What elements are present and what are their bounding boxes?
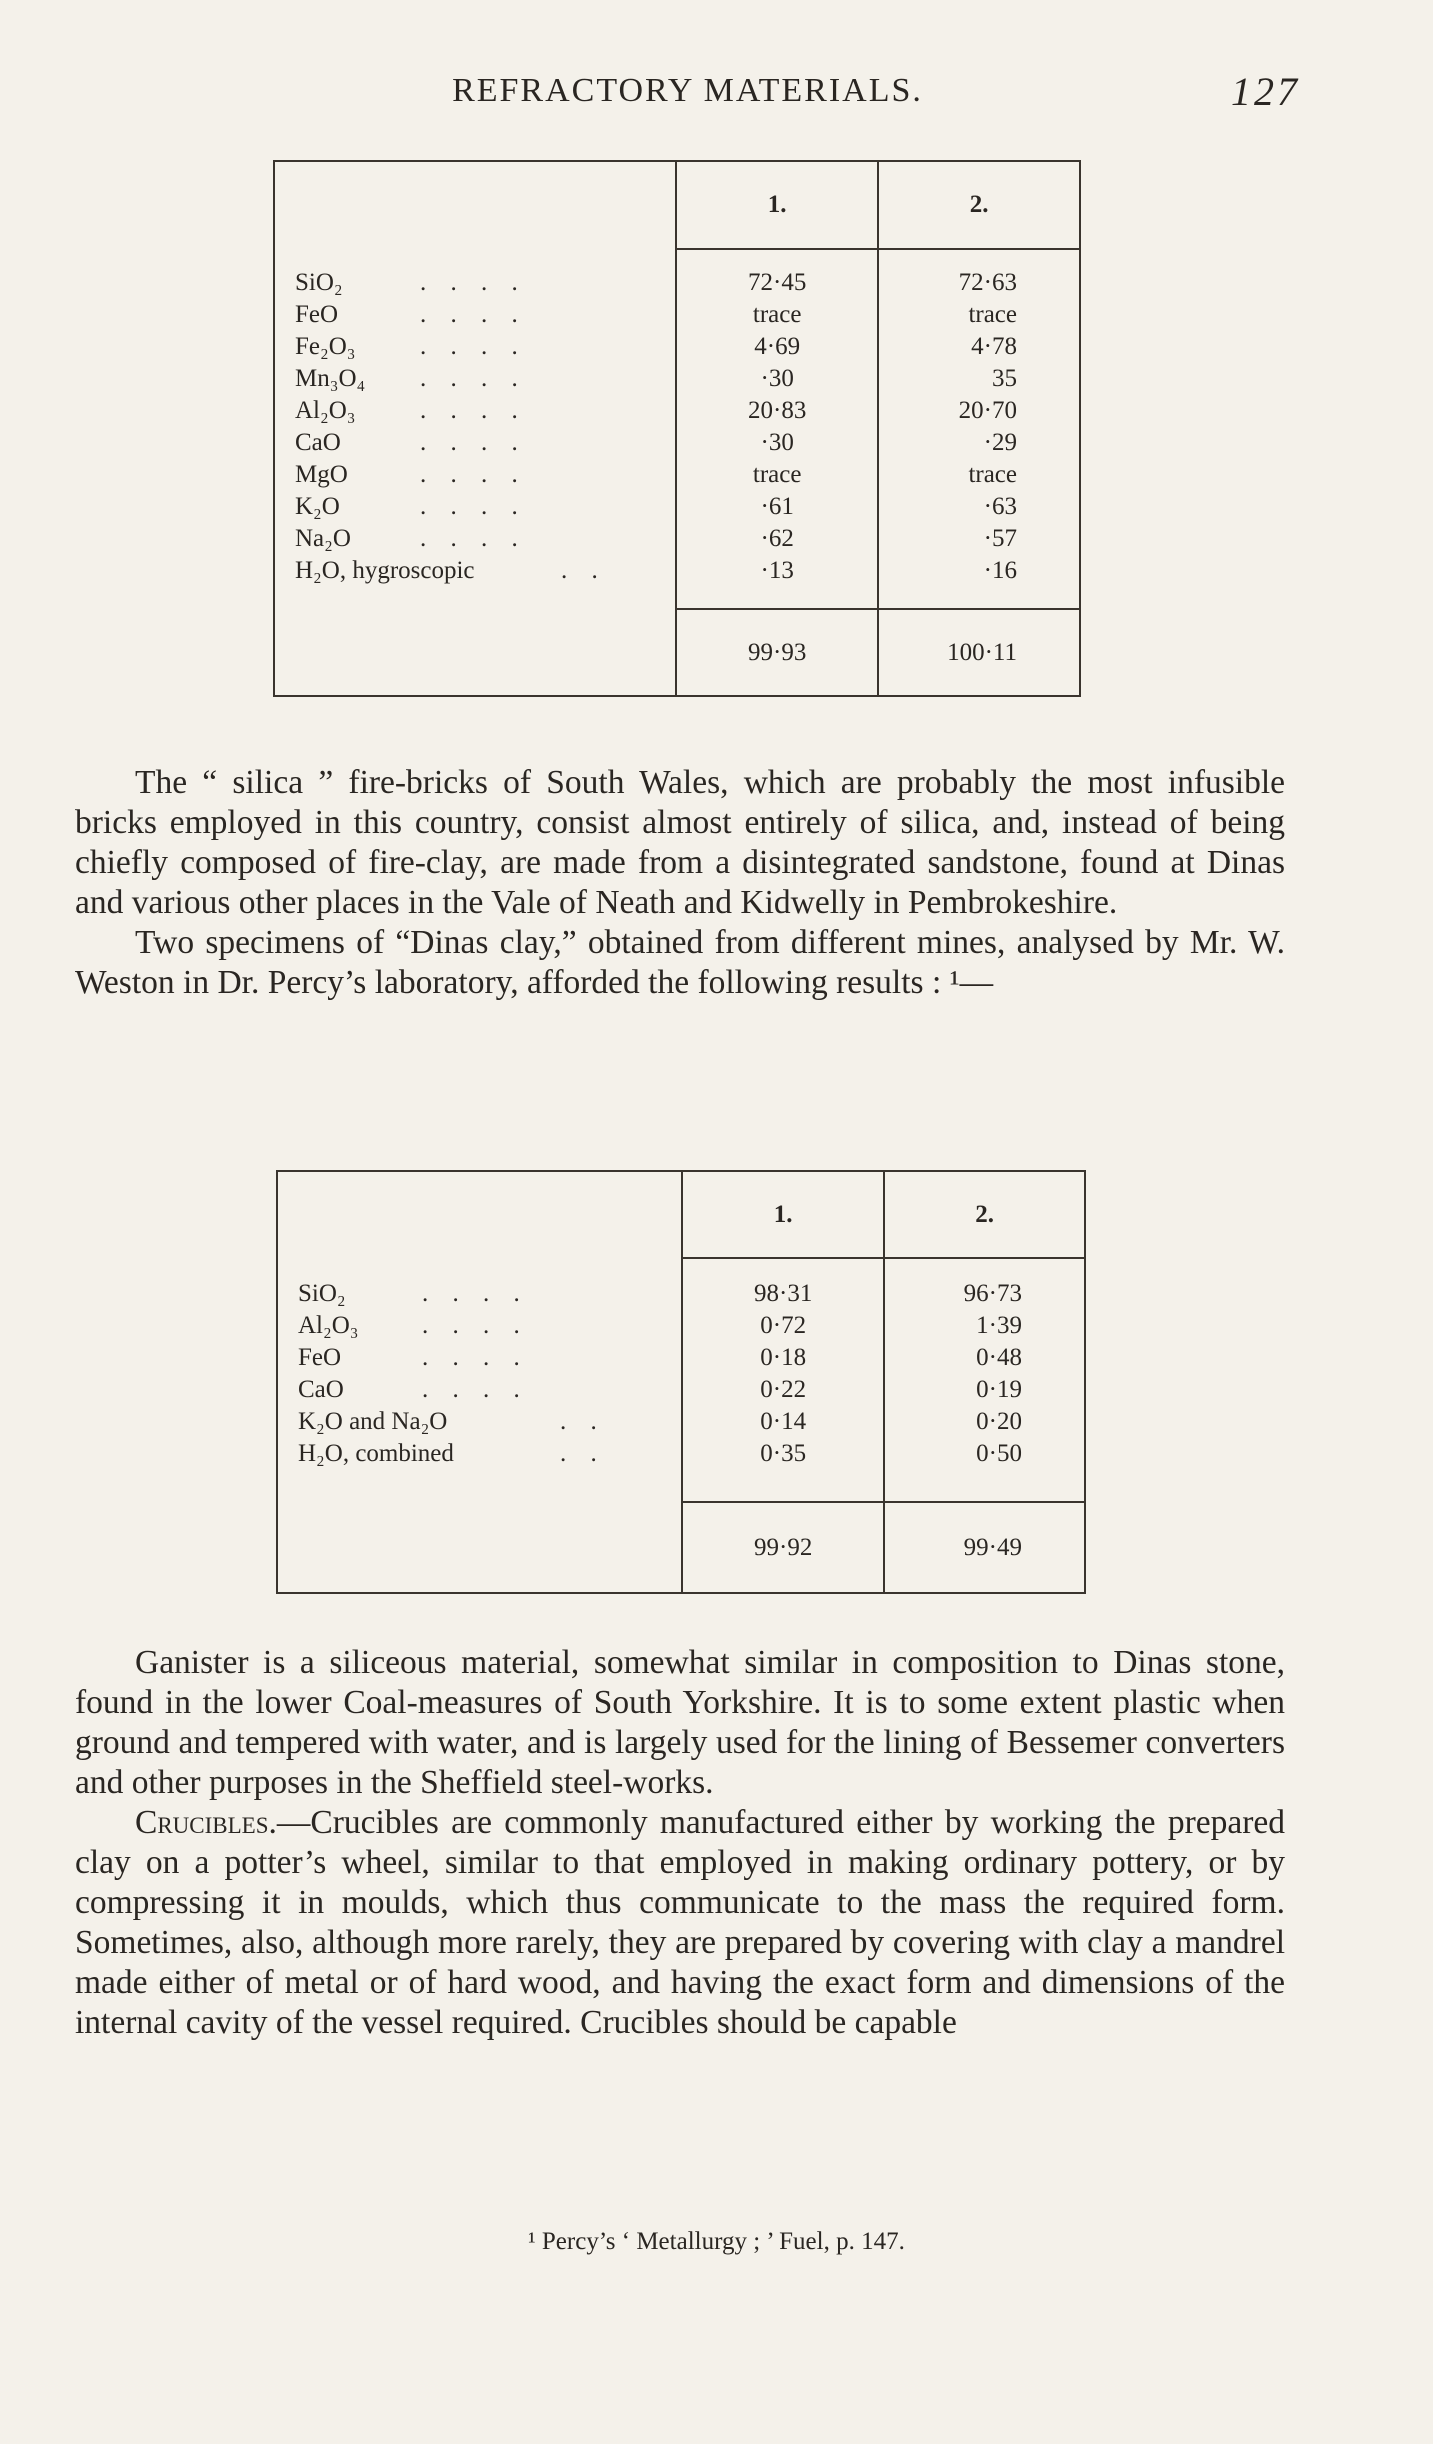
table-row <box>274 395 1080 427</box>
spacer-row <box>274 249 1080 267</box>
value-col-1: 0·35 <box>682 1438 884 1470</box>
compound-name: FeO <box>295 301 339 328</box>
compound-name: FeO <box>298 1344 342 1371</box>
value-col-2: 1·39 <box>884 1310 1085 1342</box>
value-col-2: 0·19 <box>884 1374 1085 1406</box>
table-row <box>277 1278 1085 1310</box>
analysis-table-2 <box>276 1170 1086 1594</box>
value-col-2: 35 <box>878 363 1080 395</box>
value-col-1: 0·14 <box>682 1406 884 1438</box>
running-head: REFRACTORY MATERIALS. <box>452 72 923 109</box>
total-value-1: 99·93 <box>676 609 878 696</box>
column-header-2: 2. <box>884 1171 1085 1258</box>
footnote: ¹ Percy’s ‘ Metallurgy ; ’ Fuel, p. 147. <box>528 2228 905 2255</box>
value-col-2: ·63 <box>878 491 1080 523</box>
paragraph-crucibles <box>75 1803 1285 2043</box>
section-heading-crucibles: Crucibles. <box>135 1804 277 1841</box>
row-label <box>277 1342 682 1374</box>
total-value-2: 99·49 <box>884 1502 1085 1593</box>
value-col-1: ·13 <box>676 555 878 587</box>
row-label <box>274 459 676 491</box>
total-value-1: 99·92 <box>682 1502 884 1593</box>
page-number: 127 <box>1231 69 1300 114</box>
column-header-2: 2. <box>878 161 1080 249</box>
value-col-1: 72·45 <box>676 267 878 299</box>
value-col-2: trace <box>878 299 1080 331</box>
table-row <box>274 459 1080 491</box>
row-label <box>274 427 676 459</box>
total-row <box>274 609 1080 696</box>
analysis-table-1 <box>273 160 1081 697</box>
value-col-2: 0·20 <box>884 1406 1085 1438</box>
row-label <box>277 1406 682 1438</box>
compound-name: Al₂O₃ <box>295 397 356 424</box>
row-label <box>274 299 676 331</box>
value-col-2: 4·78 <box>878 331 1080 363</box>
value-col-1: trace <box>676 459 878 491</box>
compound-name: K₂O <box>295 493 340 520</box>
leader-dots: . . . . <box>420 525 527 552</box>
leader-dots: . . . . <box>422 1312 529 1339</box>
leader-dots: . . . . <box>420 365 527 392</box>
table-row <box>274 363 1080 395</box>
leader-dots: . . . . <box>422 1344 529 1371</box>
compound-name: K₂O and Na₂O <box>298 1408 448 1435</box>
value-col-2: 0·48 <box>884 1342 1085 1374</box>
total-row <box>277 1502 1085 1593</box>
compound-name: SiO₂ <box>298 1280 346 1307</box>
value-col-1: 0·22 <box>682 1374 884 1406</box>
row-label <box>277 1278 682 1310</box>
leader-dots: . . <box>560 1408 606 1435</box>
leader-dots: . . <box>561 557 607 584</box>
crucibles-body: —Crucibles are commonly manufactured either by working the prepared clay on a potter’s wheel, similar to that employed in making ordinary pottery, or by compressing it in moulds, which thus communicate to the mass the required form. Sometimes, also, although more rarely, they are prepared by covering with clay a mandrel made either of metal or of hard wood, and having the exact form and dimensions of the internal cavity of the vessel required. Crucibles should be capable <box>75 1804 1285 2041</box>
label-header-cell <box>274 161 676 249</box>
table-row <box>277 1406 1085 1438</box>
value-col-2: 0·50 <box>884 1438 1085 1470</box>
leader-dots: . . . . <box>420 429 527 456</box>
compound-name: Na₂O <box>295 525 351 552</box>
table-row <box>274 555 1080 587</box>
column-header-1: 1. <box>682 1171 884 1258</box>
compound-name: SiO₂ <box>295 269 343 296</box>
table-row <box>274 523 1080 555</box>
row-label <box>274 395 676 427</box>
value-col-2: 20·70 <box>878 395 1080 427</box>
table-row <box>274 267 1080 299</box>
compound-name: Mn₃O₄ <box>295 365 366 392</box>
leader-dots: . . <box>560 1440 606 1467</box>
value-col-1: ·30 <box>676 363 878 395</box>
row-label <box>274 491 676 523</box>
body-text-1 <box>75 763 1285 1003</box>
row-label <box>274 523 676 555</box>
spacer-row <box>277 1258 1085 1278</box>
leader-dots: . . . . <box>422 1376 529 1403</box>
value-col-1: 0·72 <box>682 1310 884 1342</box>
leader-dots: . . . . <box>420 397 527 424</box>
column-header-1: 1. <box>676 161 878 249</box>
paragraph-silica-bricks: The “ silica ” fire-bricks of South Wales, which are probably the most infusible bricks employed in this country, consist almost entirely of silica, and, instead of being chiefly composed of fire-clay, are made from a disintegrated sandstone, found at Dinas and various other places in the Vale of Neath and Kidwelly in Pembrokeshire. <box>75 764 1285 921</box>
compound-name: H₂O, combined <box>298 1440 454 1467</box>
table-row <box>277 1310 1085 1342</box>
compound-name: Al₂O₃ <box>298 1312 359 1339</box>
table-row <box>274 491 1080 523</box>
compound-name: Fe₂O₃ <box>295 333 356 360</box>
value-col-1: 0·18 <box>682 1342 884 1374</box>
body-text-2 <box>75 1643 1285 2043</box>
table-header-row <box>277 1171 1085 1258</box>
value-col-2: ·29 <box>878 427 1080 459</box>
value-col-1: ·30 <box>676 427 878 459</box>
compound-name: CaO <box>295 429 341 456</box>
table-row <box>274 427 1080 459</box>
value-col-2: trace <box>878 459 1080 491</box>
row-label <box>274 555 676 587</box>
paragraph-dinas-clay: Two specimens of “Dinas clay,” obtained from different mines, analysed by Mr. W. Weston in Dr. Percy’s laboratory, afforded the following results : ¹— <box>75 924 1285 1001</box>
value-col-2: 72·63 <box>878 267 1080 299</box>
table-row <box>277 1438 1085 1470</box>
leader-dots: . . . . <box>420 493 527 520</box>
value-col-1: 98·31 <box>682 1278 884 1310</box>
compound-name: CaO <box>298 1376 344 1403</box>
row-label <box>277 1374 682 1406</box>
table-row <box>274 299 1080 331</box>
leader-dots: . . . . <box>422 1280 529 1307</box>
page-header <box>75 69 1300 122</box>
leader-dots: . . . . <box>420 461 527 488</box>
table-header-row <box>274 161 1080 249</box>
row-label <box>277 1438 682 1470</box>
value-col-1: 20·83 <box>676 395 878 427</box>
row-label <box>277 1310 682 1342</box>
total-value-2: 100·11 <box>878 609 1080 696</box>
value-col-1: ·62 <box>676 523 878 555</box>
leader-dots: . . . . <box>420 301 527 328</box>
row-label <box>274 331 676 363</box>
row-label <box>274 363 676 395</box>
table-row <box>274 331 1080 363</box>
spacer-row <box>277 1470 1085 1502</box>
value-col-2: ·57 <box>878 523 1080 555</box>
value-col-1: ·61 <box>676 491 878 523</box>
value-col-1: trace <box>676 299 878 331</box>
value-col-2: 96·73 <box>884 1278 1085 1310</box>
leader-dots: . . . . <box>420 269 527 296</box>
compound-name: MgO <box>295 461 348 488</box>
label-header-cell <box>277 1171 682 1258</box>
leader-dots: . . . . <box>420 333 527 360</box>
value-col-2: ·16 <box>878 555 1080 587</box>
paragraph-ganister: Ganister is a siliceous material, somewhat similar in composition to Dinas stone, found in the lower Coal-measures of South Yorkshire. It is to some extent plastic when ground and tempered with water, and is largely used for the lining of Bessemer converters and other purposes in the Sheffield steel-works. <box>75 1644 1285 1801</box>
table-row <box>277 1342 1085 1374</box>
value-col-1: 4·69 <box>676 331 878 363</box>
table-row <box>277 1374 1085 1406</box>
row-label <box>274 267 676 299</box>
compound-name: H₂O, hygroscopic <box>295 557 475 584</box>
spacer-row <box>274 587 1080 609</box>
